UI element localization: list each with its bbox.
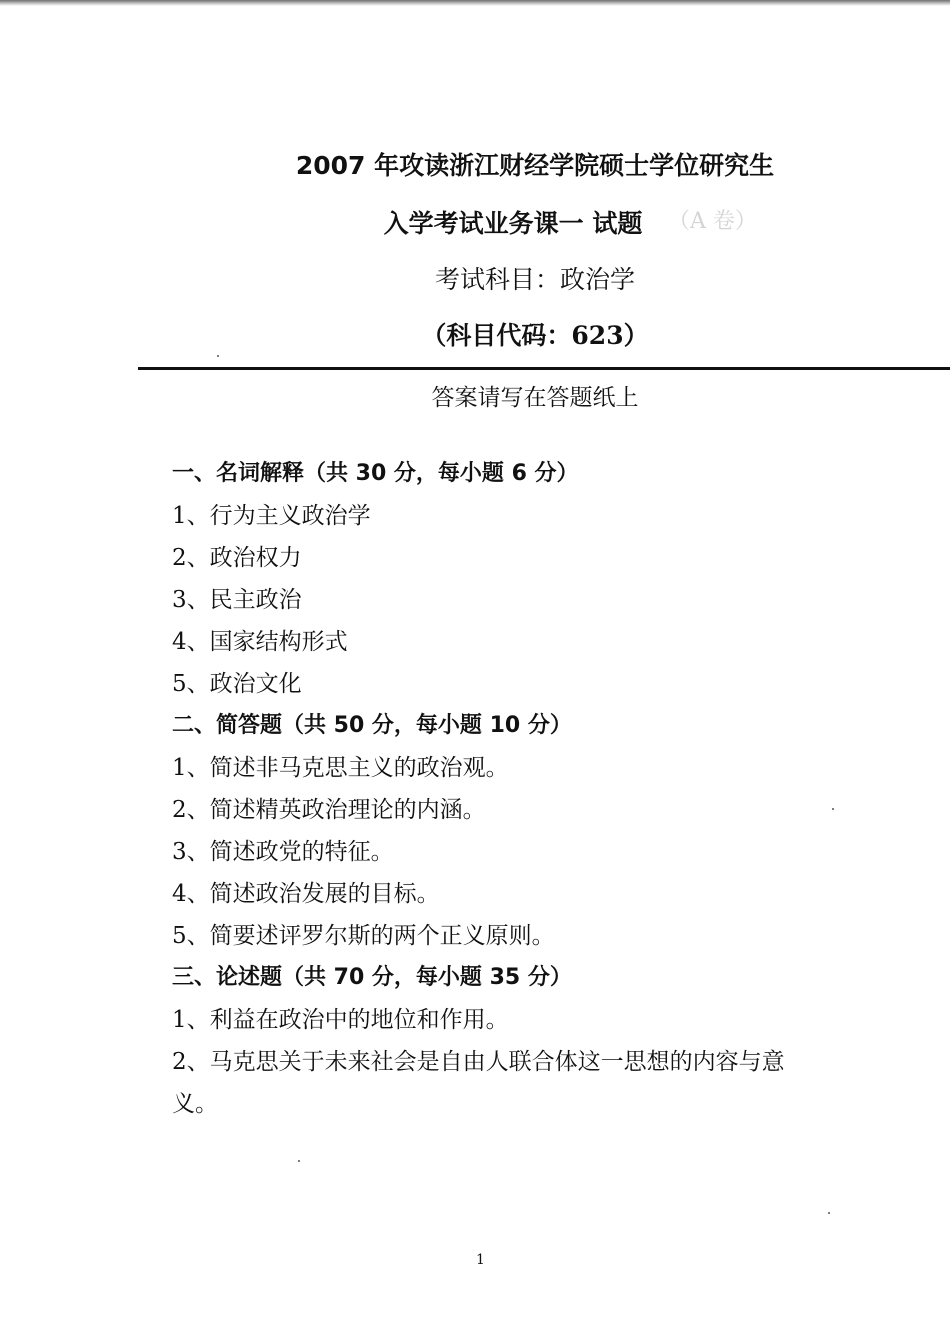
section-heading: 二、简答题（共 50 分，每小题 10 分） [172,713,572,738]
exam-title: 2007 年攻读浙江财经学院硕士学位研究生 [295,151,775,180]
question-item: 2、马克思关于未来社会是自由人联合体这一思想的内容与意义。 [172,1049,785,1117]
question-item: 2、政治权力 [172,545,302,571]
question-item: 2、简述精英政治理论的内涵。 [172,797,486,823]
scan-speck [298,1160,300,1162]
question-item: 1、行为主义政治学 [172,503,371,529]
question-item: 3、简述政党的特征。 [172,839,394,865]
question-item: 1、利益在政治中的地位和作用。 [172,1007,509,1033]
question-item: 5、政治文化 [172,671,302,697]
scan-speck [828,1212,830,1214]
question-item: 4、国家结构形式 [172,629,348,655]
answer-instruction: 答案请写在答题纸上 [431,385,639,411]
subject-code: （科目代码：623） [421,321,649,350]
exam-subtitle: 入学考试业务课一 试题 [383,209,643,238]
scan-speck [832,808,834,810]
exam-subject: 考试科目：政治学 [434,265,635,294]
paper-version-stamp: （A 卷） [668,209,757,234]
question-item: 4、简述政治发展的目标。 [172,881,440,907]
question-list [172,453,822,1125]
page-number: 1 [476,1252,485,1268]
section-heading: 一、名词解释（共 30 分，每小题 6 分） [172,461,579,486]
scan-speck [217,355,219,357]
question-item: 5、简要述评罗尔斯的两个正义原则。 [172,923,555,949]
header-divider [138,367,950,370]
scan-edge-shadow [0,0,950,6]
question-item: 3、民主政治 [172,587,302,613]
section-heading: 三、论述题（共 70 分，每小题 35 分） [172,965,572,990]
question-item: 1、简述非马克思主义的政治观。 [172,755,509,781]
